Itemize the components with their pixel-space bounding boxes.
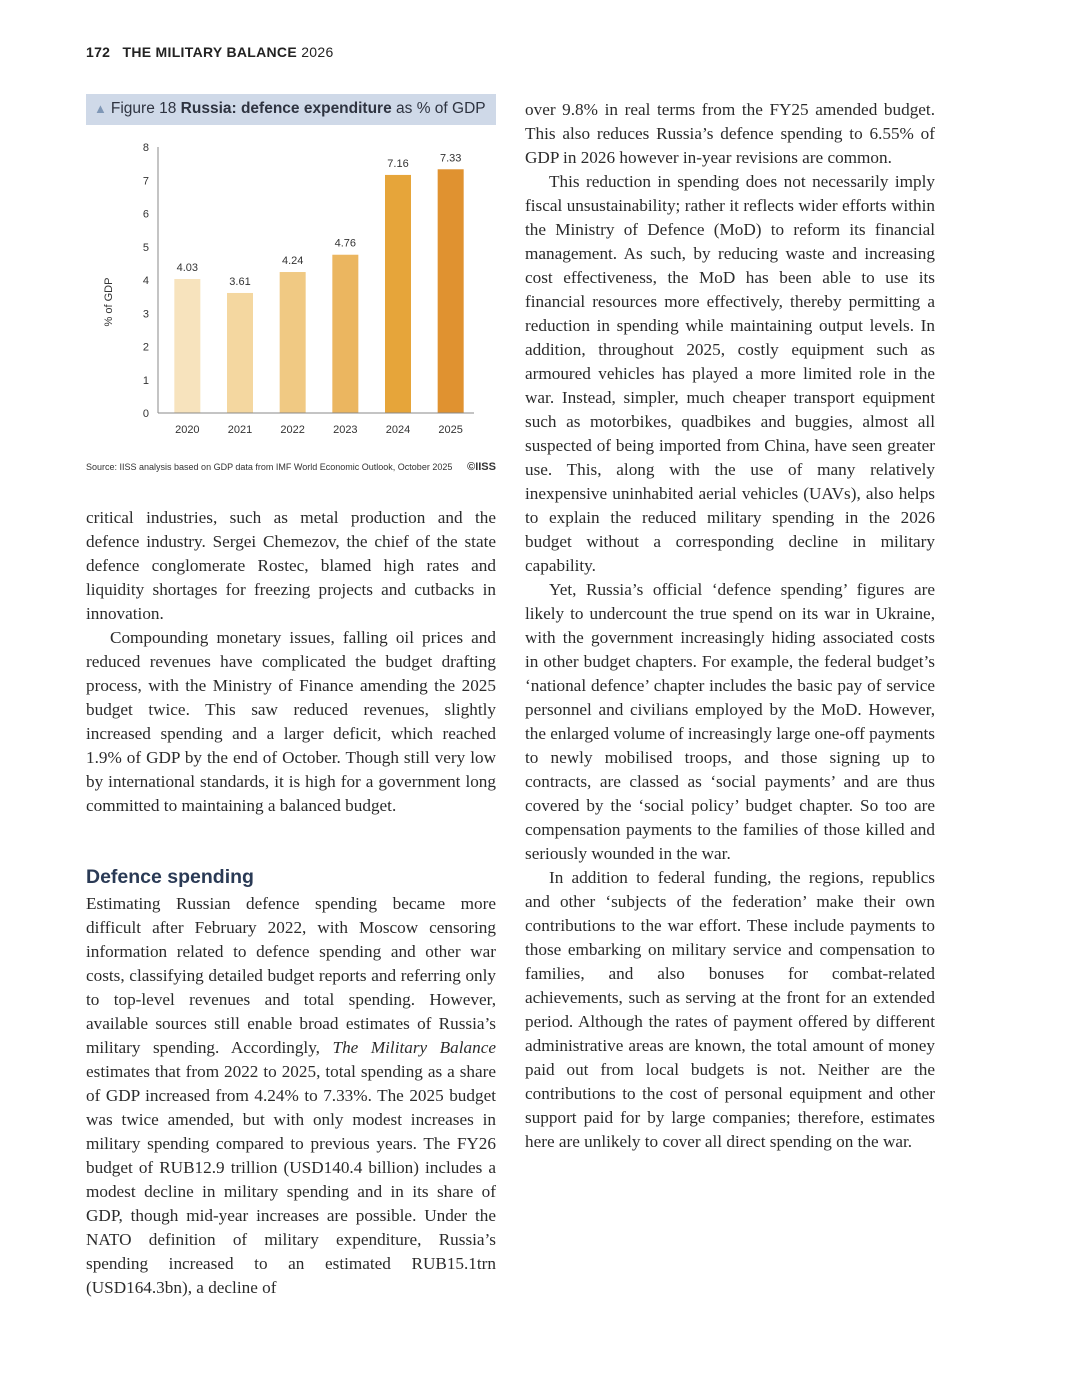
y-tick-label: 0 — [142, 408, 149, 420]
defence-expenditure-chart — [86, 130, 496, 450]
paragraph: over 9.8% in real terms from the FY25 amended budget. This also reduces Russia’s defence spending to 6.55% of GDP in 2026 however in-year revisions are common. — [525, 100, 935, 167]
bar-2020 — [174, 279, 200, 413]
bar-value-label: 4.76 — [334, 237, 357, 250]
figure-header — [86, 94, 496, 125]
bar-2022 — [280, 272, 306, 413]
y-tick-label: 2 — [142, 341, 149, 354]
publication-year: 2026 — [301, 44, 334, 60]
bar-value-label: 4.24 — [281, 255, 304, 268]
paragraph: Yet, Russia’s official ‘defence spending’ figures are likely to undercount the true spend on its war in Ukraine, with the government increasingly hiding associated costs in other budget chapters. For example, the federal budget’s ‘national defence’ chapter includes the basic pay of service personnel and civilians employed by the MoD. However, the enlarged volume of increasingly large one-off payments to newly mobilised troops, and those signing up to contracts, are classed as ‘social payments’ and are thus covered by the ‘social policy’ budget chapter. So too are compensation payments to the families of those killed and seriously wounded in the war. — [525, 580, 935, 863]
bar-value-label: 7.33 — [439, 152, 462, 165]
paragraph: Compounding monetary issues, falling oil prices and reduced revenues have complicated the budget drafting process, with the Ministry of Finance amending the 2025 budget twice. This saw reduced revenues, slightly increased spending and a larger deficit, which reached 1.9% of GDP by the end of October. Though still very low by international standards, it is high for a government long committed to maintaining a balanced budget. — [86, 628, 496, 815]
bar-series — [174, 152, 463, 413]
paragraph: critical industries, such as metal production and the defence industry. Sergei Chemezov, the chief of the state defence conglomerate Rostec, blamed high rates and liquidity shortages for freezing projects and cutbacks in innovation. — [86, 508, 496, 623]
x-axis-labels — [175, 424, 463, 436]
italic-title: The Military Balance — [332, 1038, 496, 1057]
triangle-icon: ▲ — [94, 101, 107, 116]
figure-source — [86, 462, 496, 472]
x-tick-label: 2024 — [385, 424, 411, 436]
paragraph: This reduction in spending does not necessarily imply fiscal unsustainability; rather it reflects wider efforts within the Ministry of Defence (MoD) to reform its financial management. As such, by reducing waste and increasing cost effectiveness, the MoD has been able to use its financial resources more effectively, thereby permitting a reduction in spending while maintaining output levels. In addition, throughout 2025, costly equipment such as armoured vehicles has played a more limited role in the war. Instead, simpler, much cheaper transport equipment such as motorbikes, quadbikes and buggies, almost all suspected of being imported from China, have seen greater use. This, along with the use of many relatively inexpensive uninhabited aerial vehicles (UAVs), also helps to explain the reduced military spending in the 2026 budget without a corresponding decline in military capability. — [525, 172, 935, 575]
y-axis-label: % of GDP — [103, 277, 115, 327]
bar-2024 — [385, 175, 411, 413]
figure-title-rest: as % of GDP — [396, 100, 486, 117]
figure-title-bold: Russia: defence expenditure — [180, 100, 392, 117]
right-column — [525, 98, 935, 1154]
section-heading: Defence spending — [86, 866, 254, 888]
y-tick-label: 8 — [142, 142, 149, 154]
x-tick-label: 2023 — [333, 424, 358, 436]
running-head — [86, 44, 334, 60]
x-tick-label: 2021 — [227, 424, 253, 436]
y-axis-ticks — [143, 142, 149, 420]
x-tick-label: 2022 — [280, 424, 305, 436]
figure-label: Figure 18 — [110, 100, 177, 117]
bar-2021 — [227, 293, 253, 413]
y-tick-label: 1 — [142, 374, 149, 387]
y-tick-label: 5 — [142, 241, 149, 254]
x-tick-label: 2020 — [175, 424, 200, 436]
x-tick-label: 2025 — [438, 424, 463, 436]
bar-value-label: 7.16 — [387, 157, 409, 170]
bar-value-label: 4.03 — [176, 262, 199, 275]
y-tick-label: 4 — [142, 275, 149, 287]
y-tick-label: 6 — [142, 208, 149, 221]
left-column-upper — [86, 506, 496, 818]
paragraph-text: Estimating Russian defence spending became more difficult after February 2022, with Moscow censoring information related to defence spending and other war costs, classifying detailed budget reports and referring only to top-level revenues and total spending. However, available sources still enable broad estimates of Russia’s military spending. Accordingly, — [86, 894, 496, 1057]
source-text: Source: IISS analysis based on GDP data from IMF World Economic Outlook, October 2025 — [86, 462, 453, 472]
y-tick-label: 7 — [142, 175, 149, 188]
page-number: 172 — [86, 44, 111, 60]
copyright: ©IISS — [467, 461, 496, 473]
paragraph — [86, 892, 496, 1300]
bar-value-label: 3.61 — [229, 275, 251, 288]
paragraph: In addition to federal funding, the regions, republics and other ‘subjects of the federation’ make their own contributions to the war effort. These include payments to those embarking on military service and compensation to families, and also bonuses for combat-related achievements, such as serving at the front for an extended period. Although the rates of payment offered by different administrative areas are known, the total amount of money paid out from local budgets is not. Neither are the contributions to the cost of personal equipment and other support paid for by large companies; therefore, estimates here are unlikely to cover all direct spending on the war. — [525, 868, 935, 1151]
left-column-lower — [86, 864, 496, 1300]
publication-title: THE MILITARY BALANCE — [122, 44, 297, 60]
paragraph-text: estimates that from 2022 to 2025, total spending as a share of GDP increased from 4.24% to 7.33%. The 2025 budget was twice amended, but with only modest increases in military spending compared to previous years. The FY26 budget of RUB12.9 trillion (USD140.4 billion) includes a modest decline in military spending and in its share of GDP, though mid-year increases are possible. Under the NATO definition of military expenditure, Russia’s spending increased to an estimated RUB15.1trn (USD164.3bn), a decline of — [86, 1062, 496, 1297]
bar-2025 — [438, 169, 464, 413]
y-tick-label: 3 — [142, 308, 149, 321]
bar-2023 — [332, 255, 358, 413]
